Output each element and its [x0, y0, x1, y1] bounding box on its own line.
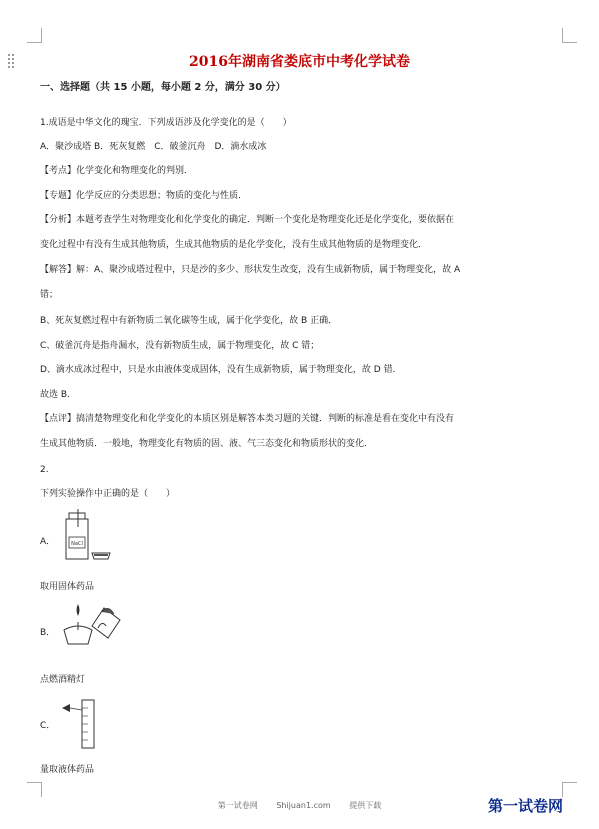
q2-option-c-label: C． — [40, 721, 56, 731]
q2-option-a-caption: 取用固体药品 — [40, 582, 95, 592]
q1-stem: 1.成语是中华文化的瑰宝．下列成语涉及化学变化的是（ ） — [40, 118, 292, 128]
q1-solution-line-4: C、破釜沉舟是指舟漏水，没有新物质生成，属于物理变化，故 C 错； — [40, 341, 320, 351]
q1-options: A．聚沙成塔 B．死灰复燃 C．破釜沉舟 D．滴水成冰 — [40, 142, 267, 152]
q2-number: 2. — [40, 465, 49, 475]
q1-solution-line-3: B、死灰复燃过程中有新物质二氧化碳等生成，属于化学变化，故 B 正确． — [40, 316, 338, 326]
q2-option-b-caption: 点燃酒精灯 — [40, 675, 86, 685]
q1-analysis-line-1: 【分析】本题考查学生对物理变化和化学变化的确定．判断一个变化是物理变化还是化学变化，要依据在 — [40, 215, 455, 225]
footer-site-url[interactable]: Shijuan1.com — [276, 801, 331, 810]
q1-zhuanti: 【专题】化学反应的分类思想；物质的变化与性质． — [40, 191, 248, 201]
crop-mark-bottom-left — [27, 782, 42, 797]
jar-label: NaCl — [71, 541, 83, 547]
footer-site-name: 第一试卷网 — [217, 801, 258, 810]
crop-mark-top-right — [562, 28, 577, 43]
q1-solution-line-5: D、滴水成冰过程中，只是水由液体变成固体，没有生成新物质，属于物理变化，故 D 错． — [40, 365, 402, 375]
q1-answer: 故选 B． — [40, 390, 77, 400]
q2-stem: 下列实验操作中正确的是（ ） — [40, 489, 176, 499]
section-heading: 一、选择题（共 15 小题，每小题 2 分，满分 30 分） — [40, 82, 286, 93]
crop-mark-bottom-right — [562, 782, 577, 797]
q2-option-b-label: B． — [40, 628, 56, 638]
alcohol-lamp-figure — [58, 600, 124, 646]
reagent-jar-figure — [58, 507, 114, 563]
q2-option-a-label: A． — [40, 537, 56, 547]
crop-mark-top-left — [27, 28, 42, 43]
brand-watermark: 第一试卷网 — [488, 797, 564, 815]
footer-note: 提供下载 — [349, 801, 382, 810]
q1-comment-line-2: 生成其他物质．一般地，物理变化有物质的固、液、气三态变化和物质形状的变化． — [40, 439, 374, 449]
q1-solution-line-1: 【解答】解：A、聚沙成塔过程中，只是沙的多少、形状发生改变，没有生成新物质，属于物理变化，故 A — [40, 265, 461, 275]
q1-analysis-line-2: 变化过程中有没有生成其他物质，生成其他物质的是化学变化，没有生成其他物质的是物理变化． — [40, 240, 428, 250]
q1-comment-line-1: 【点评】搞清楚物理变化和化学变化的本质区别是解答本类习题的关键．判断的标准是看在变化中有没有 — [40, 414, 455, 424]
page-title: 2016年湖南省娄底市中考化学试卷 — [189, 54, 410, 70]
q1-solution-line-2: 错； — [40, 290, 59, 300]
q1-kaodian: 【考点】化学变化和物理变化的判别． — [40, 166, 194, 176]
q2-option-c-caption: 量取液体药品 — [40, 765, 95, 775]
graduated-cylinder-figure — [58, 694, 108, 750]
